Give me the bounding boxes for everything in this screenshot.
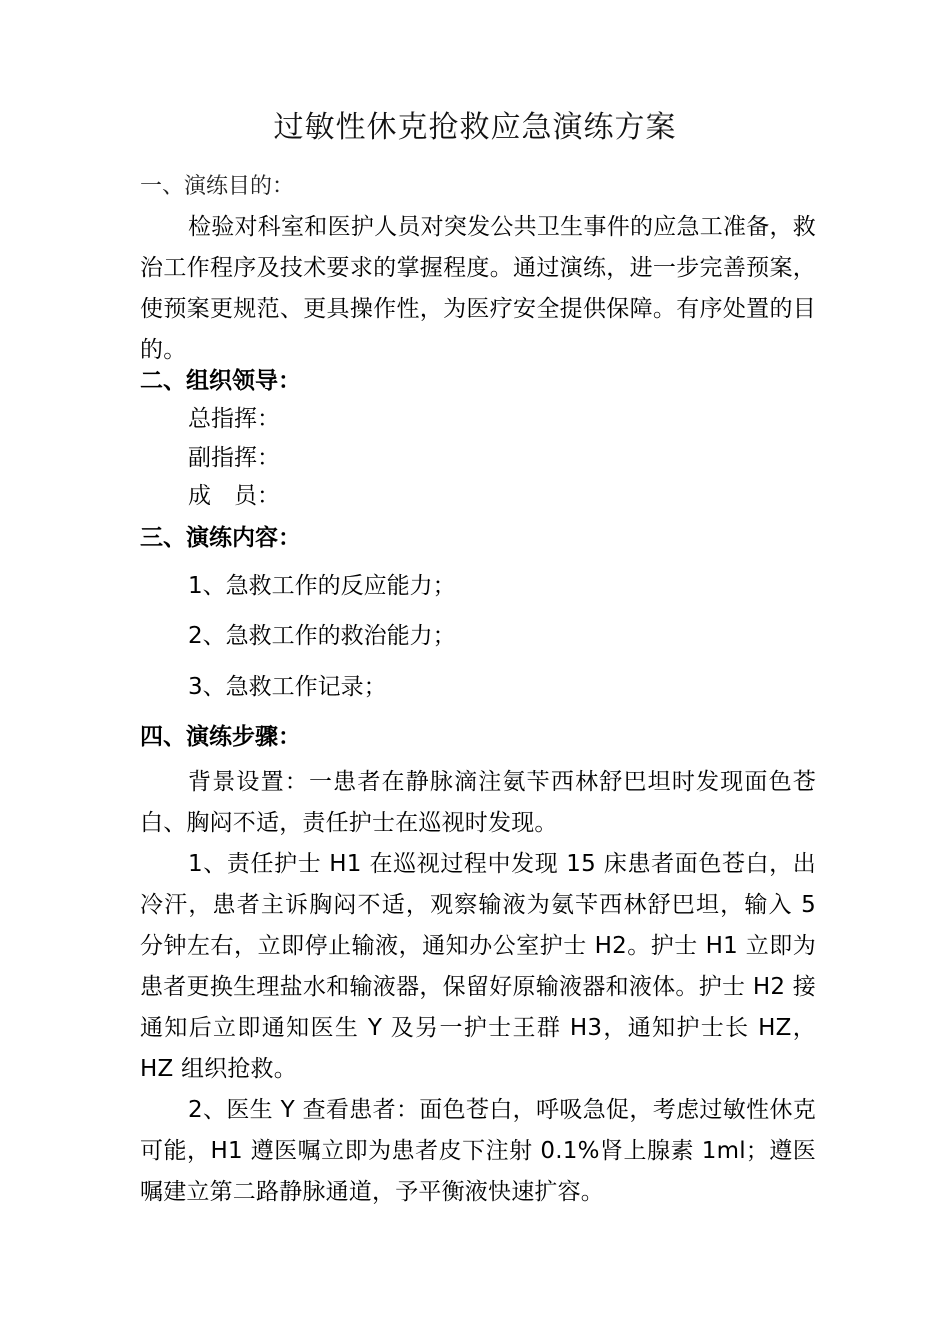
section-purpose-heading: 一、演练目的： — [140, 174, 295, 199]
organization-members: 成 员： — [188, 483, 280, 509]
section-steps-heading: 四、演练步骤： — [140, 724, 301, 750]
content-item-1: 1、急救工作的反应能力； — [188, 573, 456, 599]
steps-step-2: 2、医生 Y 查看患者：面色苍白，呼吸急促，考虑过敏性休克可能，H1 遵医嘱立即为患者皮下注射 0.1%肾上腺素 1ml；遵医嘱建立第二路静脉通道，予平衡液快速扩容。 — [140, 1097, 816, 1205]
section-content-heading: 三、演练内容： — [140, 525, 301, 551]
document-title: 过敏性休克抢救应急演练方案 — [273, 110, 677, 145]
section-purpose-text: 检验对科室和医护人员对突发公共卫生事件的应急工准备，救治工作程序及技术要求的掌握程度。通过演练，进一步完善预案，使预案更规范、更具操作性，为医疗安全提供保障。有序处置的目的。 — [140, 214, 816, 363]
steps-step-1: 1、责任护士 H1 在巡视过程中发现 15 床患者面色苍白，出冷汗，患者主诉胸闷不适，观察输液为氨苄西林舒巴坦，输入 5 分钟左右，立即停止输液，通知办公室护士 H2。护士 H1 立即为患者更换生理盐水和输液器，保留好原输液器和液体。护士 H2 接通知后立即通知医生 Y 及另一护士王群 H3，通知护士长 HZ，HZ 组织抢救。 — [140, 851, 816, 1082]
content-item-2: 2、急救工作的救治能力； — [188, 623, 456, 649]
organization-deputy: 副指挥： — [188, 445, 280, 471]
steps-background: 背景设置：一患者在静脉滴注氨苄西林舒巴坦时发现面色苍白、胸闷不适，责任护士在巡视时发现。 — [140, 769, 816, 836]
organization-commander: 总指挥： — [188, 406, 280, 432]
section-organization-heading: 二、组织领导： — [140, 368, 301, 394]
content-item-3: 3、急救工作记录； — [188, 674, 387, 700]
